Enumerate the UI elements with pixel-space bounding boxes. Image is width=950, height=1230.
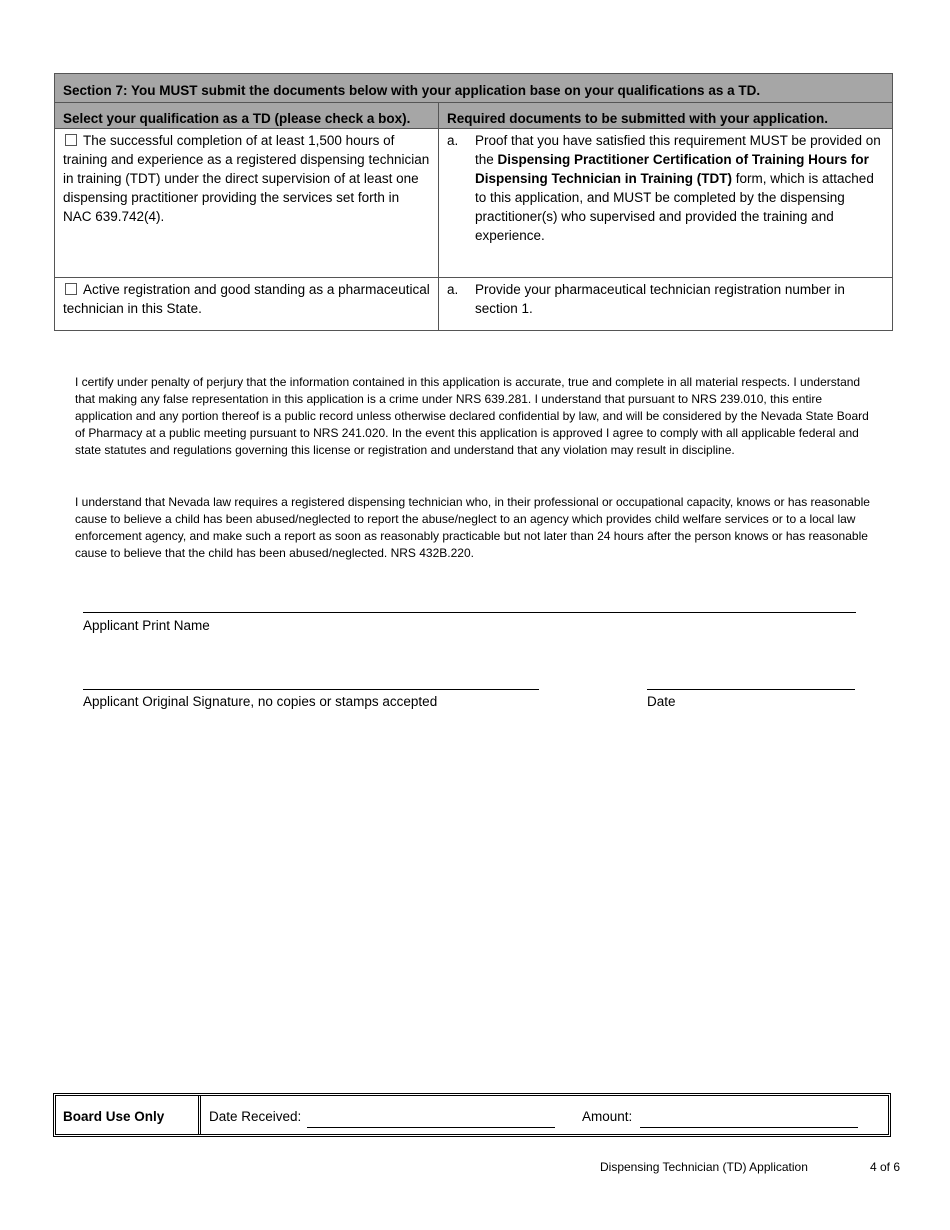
amount-field[interactable] [640, 1127, 858, 1128]
qualification-text: Active registration and good standing as a pharmaceutical technician in this State. [63, 282, 430, 316]
signature-line[interactable] [83, 689, 539, 690]
board-use-label: Board Use Only [56, 1096, 201, 1134]
date-label: Date [647, 694, 676, 709]
active-registration-checkbox[interactable] [65, 283, 77, 295]
section-7-heading: Section 7: You MUST submit the documents below with your application base on your qualifications as a TD. [55, 74, 893, 103]
required-docs-column-header: Required documents to be submitted with your application. [439, 103, 893, 129]
table-row [55, 129, 893, 278]
child-abuse-reporting-paragraph: I understand that Nevada law requires a registered dispensing technician who, in their professional or occupational capacity, knows or has reasonable cause to believe a child has been abused/neglected to report the abuse/neglect to an agency which provides child welfare services or to a local law enforcement agency, and make such a report as soon as reasonably practicable but not later than 24 hours after the person knows or has reasonable cause to believe that the child has been abused/neglected. NRS 432B.220. [75, 495, 870, 560]
certification-form-name: Dispensing Practitioner Certification of Training Hours for Dispensing Technician in Training (TDT) [475, 152, 869, 186]
qualification-text: The successful completion of at least 1,500 hours of training and experience as a registered dispensing technician in training (TDT) under the direct supervision of at least one dispensing practitioner providing the services set forth in NAC 639.742(4). [63, 133, 430, 224]
print-name-label: Applicant Print Name [83, 618, 210, 633]
training-hours-checkbox[interactable] [65, 134, 77, 146]
print-name-line[interactable] [83, 612, 856, 613]
board-use-box [53, 1093, 891, 1137]
board-use-fields [201, 1096, 888, 1134]
list-marker: a. [447, 282, 459, 297]
required-docs-cell [439, 278, 893, 331]
required-doc-text: Provide your pharmaceutical technician registration number in section 1. [475, 282, 845, 316]
qualification-column-header: Select your qualification as a TD (please check a box). [55, 103, 439, 129]
page-number: 4 of 6 [870, 1160, 901, 1174]
required-docs-cell [439, 129, 893, 278]
list-marker: a. [447, 133, 459, 148]
qualification-cell [55, 278, 439, 331]
amount-label: Amount: [582, 1109, 633, 1124]
form-title-footer: Dispensing Technician (TD) Application [600, 1160, 808, 1174]
table-row [55, 278, 893, 331]
qualification-cell [55, 129, 439, 278]
certification-paragraph: I certify under penalty of perjury that the information contained in this application is accurate, true and complete in all material respects. I understand that making any false representation in this application is a crime under NRS 639.281. I understand that pursuant to NRS 239.010, this entire application and any portion thereof is a public record unless otherwise declared confidential by law, and will be considered by the Nevada State Board of Pharmacy at a public meeting pursuant to NRS 241.020. In the event this application is approved I agree to comply with all applicable federal and state statutes and regulations governing this license or registration and understand that any violation may result in discipline. [75, 375, 869, 457]
date-received-field[interactable] [307, 1127, 555, 1128]
date-line[interactable] [647, 689, 855, 690]
section-7-table [54, 73, 893, 331]
date-received-label: Date Received: [209, 1109, 302, 1124]
required-doc-text: Proof that you have satisfied this requirement MUST be provided on the Dispensing Practitioner Certification of Training Hours for Dispensing Technician in Training (TDT) form, which is attached to this application, and MUST be completed by the dispensing practitioner(s) who supervised and provided the training and experience. [475, 133, 881, 243]
signature-label: Applicant Original Signature, no copies or stamps accepted [83, 694, 438, 709]
